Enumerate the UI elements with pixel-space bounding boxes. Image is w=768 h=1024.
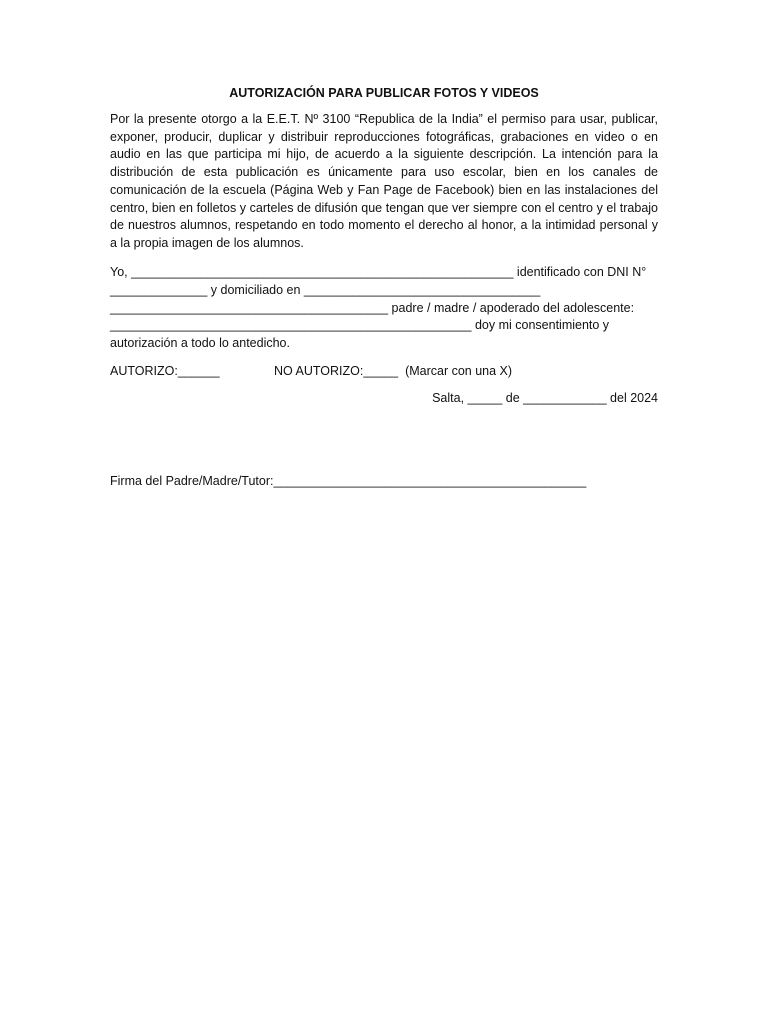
form-line-4: ____________________________________________________ doy mi consentimiento y — [110, 318, 610, 332]
date-line: Salta, _____ de ____________ del 2024 — [432, 391, 658, 405]
autorizo-field: AUTORIZO:______ — [110, 364, 220, 378]
form-line-2: ______________ y domiciliado en __________________________________ — [110, 283, 541, 297]
form-line-5: autorización a todo lo antedicho. — [110, 336, 290, 350]
signature-line: Firma del Padre/Madre/Tutor:_____________________________________________ — [110, 474, 587, 488]
document-title: AUTORIZACIÓN PARA PUBLICAR FOTOS Y VIDEOS — [229, 86, 539, 100]
form-line-1: Yo, _______________________________________________________ identificado con DNI N° — [110, 265, 647, 279]
no-autorizo-field: NO AUTORIZO:_____ (Marcar con una X) — [274, 364, 513, 378]
form-line-3: ________________________________________ padre / madre / apoderado del adolescente: — [110, 301, 635, 315]
intro-paragraph: Por la presente otorgo a la E.E.T. Nº 3100 “Republica de la India” el permiso para usar, publicar, exponer, producir, duplicar y distribuir reproducciones fotográficas, grabaciones en video o en audio en las que participa mi hijo, de acuerdo a la siguiente descripción. La intención para la distribución de esta publicación es únicamente para uso escolar, bien en los canales de comunicación de la escuela (Página Web y Fan Page de Facebook) bien en las instalaciones del centro, bien en folletos y carteles de difusión que tengan que ver siempre con el centro y el trabajo de nuestros alumnos, respetando en todo momento el derecho al honor, a la intimidad personal y a la propia imagen de los alumnos. — [110, 112, 658, 250]
